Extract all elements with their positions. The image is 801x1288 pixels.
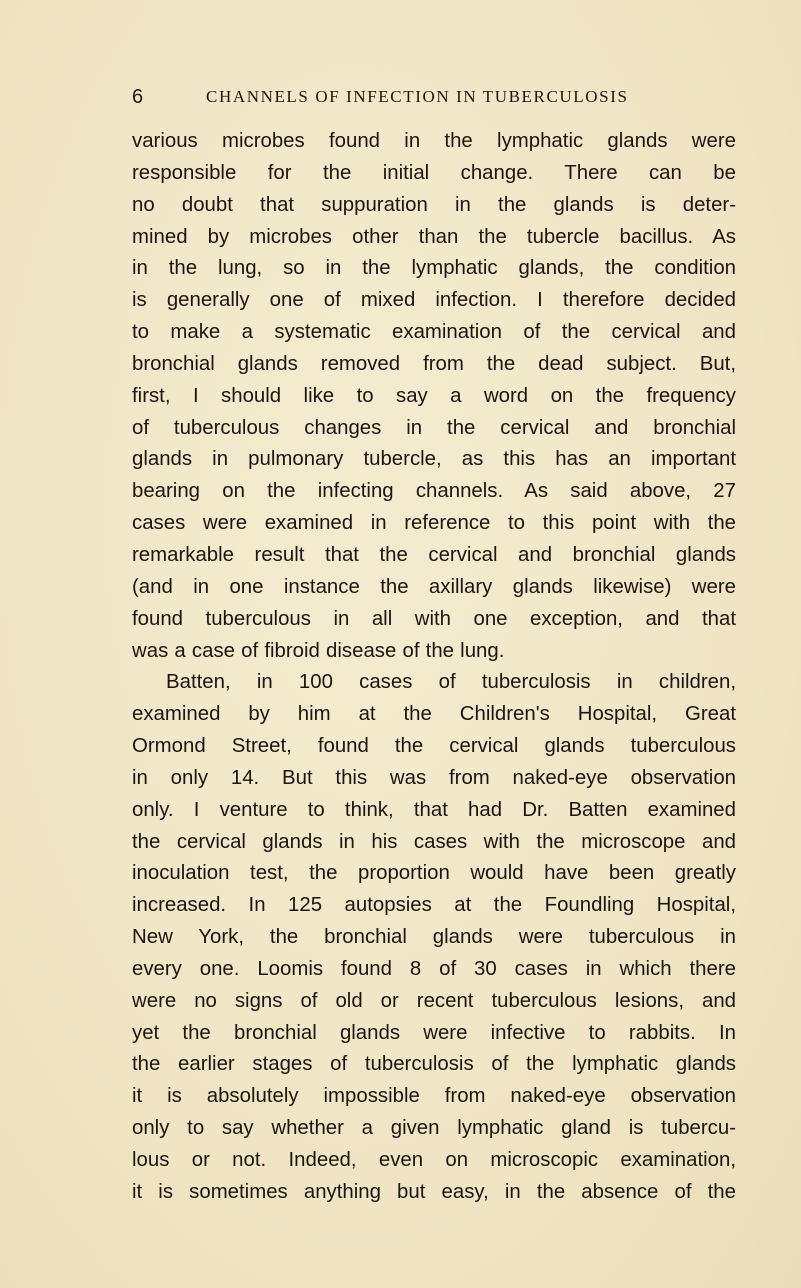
text-line: yet the bronchial glands were infective to rabbits. In [132,1021,736,1044]
text-line: it is sometimes anything but easy, in the absence of the [132,1180,736,1203]
paragraph-first-line: Batten, in 100 cases of tuberculosis in children, [166,671,736,694]
text-line: inoculation test, the proportion would have been greatly [132,862,736,885]
text-line: (and in one instance the axillary glands likewise) were [132,575,736,598]
text-line: New York, the bronchial glands were tuberculous in [132,926,736,949]
text-line: responsible for the initial change. There can be [132,161,736,184]
text-line: mined by microbes other than the tubercle bacillus. As [132,225,736,248]
text-line: it is absolutely impossible from naked-eye observation [132,1085,736,1108]
text-line: various microbes found in the lymphatic glands were [132,130,736,152]
text-line: remarkable result that the cervical and bronchial glands [132,543,736,566]
text-line: to make a systematic examination of the cervical and [132,321,736,344]
text-line: bronchial glands removed from the dead subject. But, [132,352,736,375]
text-line: the earlier stages of tuberculosis of the lymphatic glands [132,1053,736,1076]
text-line: were no signs of old or recent tuberculous lesions, and [132,989,736,1012]
text-line: glands in pulmonary tubercle, as this has an important [132,448,736,471]
text-line: of tuberculous changes in the cervical and bronchial [132,416,736,439]
text-line: in only 14. But this was from naked-eye observation [132,766,736,789]
running-title: CHANNELS OF INFECTION IN TUBERCULOSIS [206,87,629,106]
text-line: Ormond Street, found the cervical glands tuberculous [132,735,736,758]
text-line: bearing on the infecting channels. As said above, 27 [132,480,736,503]
text-line: lous or not. Indeed, even on microscopic examination, [132,1149,736,1171]
text-line: is generally one of mixed infection. I therefore decided [132,289,736,312]
paragraph-end-line: was a case of fibroid disease of the lung. [132,639,505,662]
text-line: only to say whether a given lymphatic gland is tubercu- [132,1117,736,1140]
text-line: cases were examined in reference to this point with the [132,512,736,535]
text-line: first, I should like to say a word on the frequency [132,384,736,407]
running-head [132,82,737,112]
text-line: found tuberculous in all with one exception, and that [132,607,736,630]
body-text [132,126,736,1209]
text-line: examined by him at the Children's Hospital, Great [132,703,736,726]
text-line: in the lung, so in the lymphatic glands, the condition [132,257,736,280]
text-line: every one. Loomis found 8 of 30 cases in which there [132,957,736,980]
text-line: no doubt that suppuration in the glands is deter- [132,193,736,216]
text-line: increased. In 125 autopsies at the Foundling Hospital, [132,894,736,917]
page-number: 6 [132,86,144,108]
text-line: the cervical glands in his cases with the microscope and [132,830,736,853]
text-line: only. I venture to think, that had Dr. Batten examined [132,798,736,821]
